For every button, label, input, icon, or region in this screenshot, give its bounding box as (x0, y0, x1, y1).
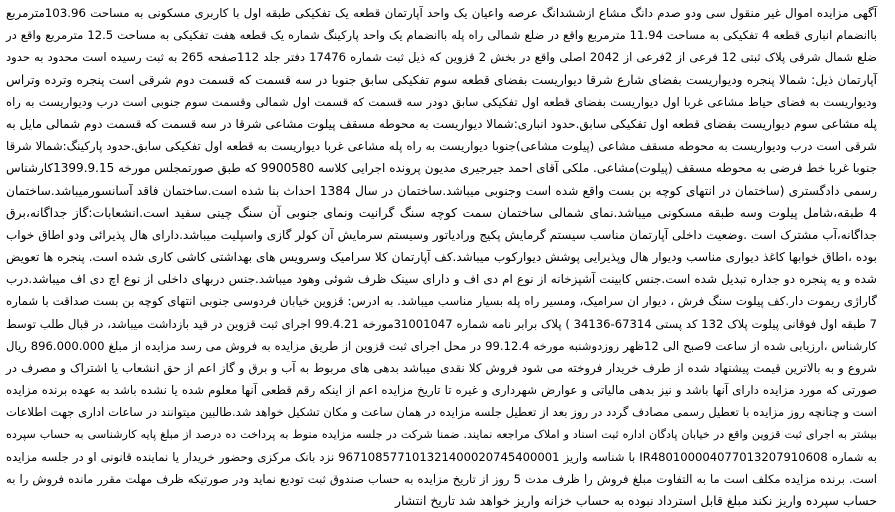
notice-line: به شماره IR480100004077013207910608 با شناسه واریز 967108577101321400020745400001 نزد بانک مرکزی وحضور خریدار یا نماینده قانونی او در جلسه مزایده (6, 449, 878, 464)
notice-line: شروع و به بالاترین قیمت پیشنهاد شده از طرف خریدار فروخته می شود فروش کلا نقدی میباشد بدهی های مربوط به آب و برق و گاز اعم از حق انشعاب یا اشتراک و مصرف در (6, 361, 877, 375)
notice-line: جداگانه،آب مشترک است .وضعیت داخلی آپارتمان مناسب سیستم گرمایش پکیج ورادیاتور وسیستم سرمایش آن کولر گازی واسپلیت میباشد.دارای هال پذیرائی ودو اطاق خواب (6, 227, 877, 242)
notice-line: گاراژی ریموت دار.کف پیلوت سنگ فرش ، دیوار ان سرامیک، ومسیر راه پله بسیار مناسب میباشد. به ادرس: قزوین خیابان فردوسی جنوبی انتهای کوچه بن بست صداقت با شماره (6, 294, 877, 309)
notice-line: است و چنانچه روز مزایده با تعطیل رسمی مصادف گردد در روز بعد از تعطیل جلسه مزایده در همان ساعت و مکان تشکیل خواهد شد.طالبین میتوانند در ساعات اداری جهت اطلاعات (6, 405, 877, 420)
notice-line: بیشتر به اجرای ثبت قزوین واقع در خیابان پادگان اداره ثبت اسناد و املاک مراجعه نمایند. ضمنا شرکت در جلسه مزایده منوط به پرداخت ده درصد از مبلغ پایه کارشناسی به حساب سپرده (6, 427, 877, 441)
notice-line: صورتی که مورد مزایده دارای آنها باشد و نیز بدهی مالیاتی و عوارض شهرداری و غیره تا تاریخ مزایده اعم از اینکه رقم قطعی آنها معلوم شده یا نشده باشد به عهده برنده مزایده (6, 383, 877, 398)
notice-line: جنوبا غربا خط فرضی به محوطه مسقف (پیلوت)مشاعی. ملکی آقای احمد جیرجیری مدیون پرونده اجرایی کلاسه 9900580 که طبق صورتمجلس مورخه 1399.9.15کارشناس (6, 161, 877, 176)
notice-line: رسمی دادگستری (ساختمان در انتهای کوچه بن بست واقع شده است وجنوبی میباشد.ساختمان در سال 1384 احداث بنا شده است.ساختمان فاقد آسانسورمیباشد.ساختمان (6, 183, 877, 198)
notice-line: شرقی است درب ودیواریست به محوطه مسقف مشاعی (پیلوت مشاعی)جنوبا دیواریست به راه پله مشاعی غربا دیواریست به قطعه اول تفکیکی سابق.حدود پارکینگ:شمالا شرقا (6, 139, 877, 154)
notice-line: حساب سپرده واریز نکند مبلغ قابل استرداد نبوده به حساب خزانه واریز خواهد شد تاریخ انتشار (394, 493, 877, 509)
notice-line: کارشناس ،ارزیابی شده از ساعت 9صبح الی 12ظهر روزدوشنبه مورخه 99.12.4 در محل اجرای ثبت قزوین از طریق مزایده به فروش می رسد مزایده از مبلغ 896.000.000 ریال (6, 338, 877, 353)
notice-line: است. برنده مزایده مکلف است ما به التفاوت مبلغ فروش را ظرف مدت 5 روز از تاریخ مزایده به حساب صندوق ثبت تودیع نماید ودر صورتیکه ظرف مهلت مقرر مانده فروش را به (6, 471, 877, 486)
notice-line: پله مشاعی سوم دیواریست بفضای قطعه اول تفکیکی سابق.حدود انباری:شمالا دیواریست به محوطه مسقف پیلوت مشاعی شرقا در سه قسمت که قسمت دوم شمالی مایل به (5, 116, 877, 131)
notice-line: ودیواریست به فضای حیاط مشاعی غربا اول دیواریست بفضای قطعه اول تفکیکی سابق دودر سه قسمت که قسمت اول شمالی وقسمت سوم جنوبی است درب ودیواریست به راه (6, 94, 877, 109)
notice-line: شده و یه پنجره دو جداره تبدیل شده است.جنس کابینت آشپزخانه از نوع ام دی اف و دارای سینک ظرف شوئی وهود میباشد.جنس دربهای داخلی از نوع اچ دی اف میباشد.درب (6, 272, 877, 287)
notice-line: 7 طبقه اول فوقانی پیلوت پلاک 132 کد پستی 67314-34136 ) پلاک برابر نامه شماره 31001047مورخه 99.4.21 اجرای ثبت قزوین در قید بازداشت میباشد، در قبال طلب توسط (6, 316, 877, 331)
notice-line: آگهی مزایده اموال غیر منقول سی ودو صدم دانگ مشاع ازششدانگ عرصه واعیان یک واحد آپارتمان قطعه یک تفکیکی طبقه اول با کاربری مسکونی به مساحت 103.96مترمربع (6, 6, 877, 20)
notice-line: ضلع شمال شرقی پلاک ثبتی 12 فرعی از 2فرعی از 2042 اصلی واقع در بخش 2 قزوین که ذیل ثبت شماره 17476 دفتر جلد 112صفحه 265 به ثبت رسیده است محدود به حدود (6, 50, 878, 65)
notice-line: 4 طبقه،شامل پیلوت وسه طبقه مسکونی میباشد.نمای شمالی ساختمان سمت کوچه سنگ گرانیت ونمای جنوبی آن سنگ چینی سفید است.انشعابات:گاز جداگانه،برق (6, 204, 877, 220)
notice-line: باانضمام انباری قطعه 4 تفکیکی به مساحت 11.94 مترمربع واقع در ضلع شمالی راه پله باانضمام یک واحد پارکینگ شماره یک قطعه هفت تفکیکی به مساحت 12.5 مترمربع واقع در (6, 28, 877, 43)
notice-line: بوده ،اطاق خوابها کاغذ دیواری مناسب ودیوار هال وپذیرایی پوشش دیوارکوب میباشد.کف آپارتمان کلا سرامیک وسرویس های بهداشتی کاشی کاری شده است. پنجره ها تعویض (6, 250, 877, 265)
notice-line: آپارتمان ذیل: شمالا پنجره ودیواریست بفضای شارع شرقا دیواریست بفضای قطعه سوم تفکیکی سابق جنوبا در سه قسمت که قسمت دوم شرقی است پنجره وترده وتراس (6, 72, 877, 87)
